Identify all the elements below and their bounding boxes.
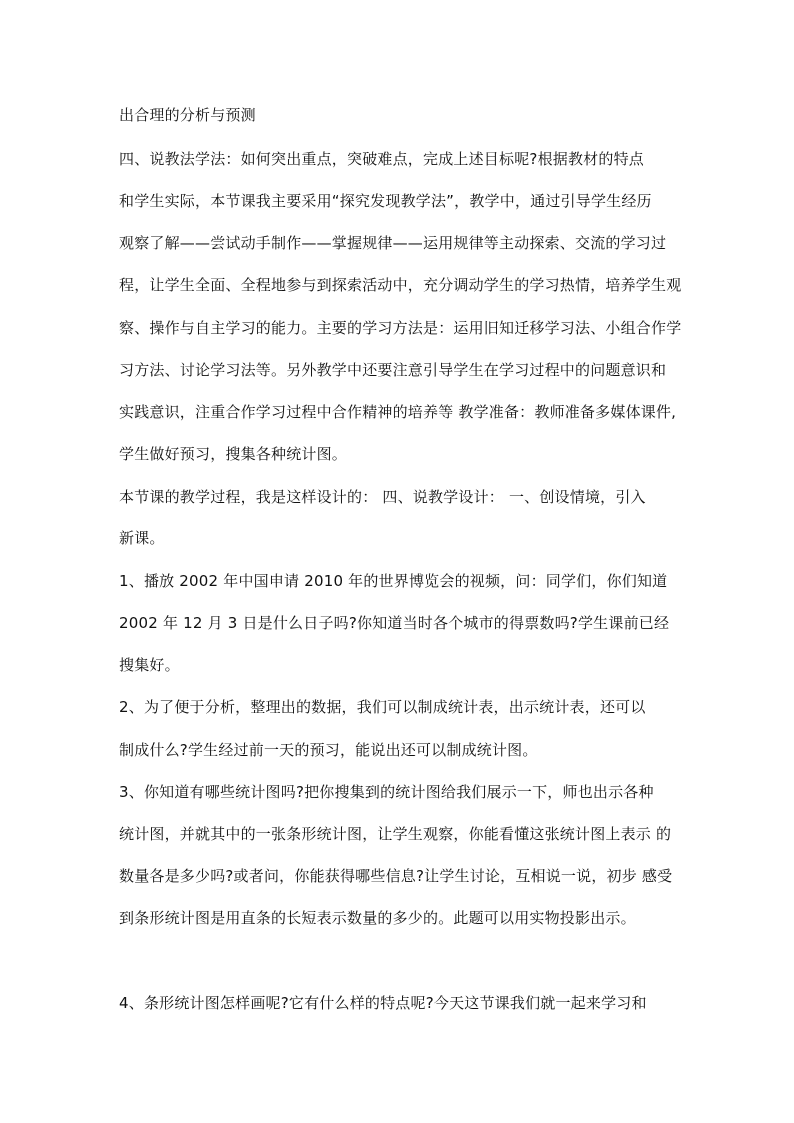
text-line-16: 制成什么?学生经过前一天的预习，能说出还可以制成统计图。 bbox=[119, 741, 538, 759]
text-line-20: 到条形统计图是用直条的长短表示数量的多少的。此题可以用实物投影出示。 bbox=[119, 909, 636, 927]
text-line-9: 学生做好预习，搜集各种统计图。 bbox=[119, 445, 348, 463]
text-line-2: 四、说教法学法：如何突出重点，突破难点，完成上述目标呢?根据教材的特点 bbox=[119, 150, 644, 168]
text-line-17: 3、你知道有哪些统计图吗?把你搜集到的统计图给我们展示一下，师也出示各种 bbox=[119, 783, 654, 801]
text-line-19: 数量各是多少吗?或者问，你能获得哪些信息?让学生讨论，互相说一说，初步 感受 bbox=[119, 867, 673, 885]
text-line-18: 统计图，并就其中的一张条形统计图，让学生观察，你能看懂这张统计图上表示 的 bbox=[119, 825, 672, 843]
text-line-11: 新课。 bbox=[119, 529, 165, 547]
text-line-5: 程，让学生全面、全程地参与到探索活动中，充分调动学生的学习热情，培养学生观 bbox=[119, 276, 682, 294]
text-line-6: 察、操作与自主学习的能力。主要的学习方法是：运用旧知迁移学习法、小组合作学 bbox=[119, 319, 682, 337]
text-line-15: 2、为了便于分析，整理出的数据，我们可以制成统计表，出示统计表，还可以 bbox=[119, 698, 646, 716]
text-line-3: 和学生实际，本节课我主要采用“探究发现教学法”，教学中，通过引导学生经历 bbox=[119, 192, 652, 210]
text-line-7: 习方法、讨论学习法等。另外教学中还要注意引导学生在学习过程中的问题意识和 bbox=[119, 361, 667, 379]
text-line-8: 实践意识，注重合作学习过程中合作精神的培养等 教学准备：教师准备多媒体课件, bbox=[119, 403, 677, 421]
text-line-12: 1、播放 2002 年中国申请 2010 年的世界博览会的视频，问：同学们，你们知道 bbox=[119, 572, 668, 590]
text-line-14: 搜集好。 bbox=[119, 656, 180, 674]
text-line-13: 2002 年 12 月 3 日是什么日子吗?你知道当时各个城市的得票数吗?学生课前已经 bbox=[119, 614, 670, 632]
text-line-4: 观察了解——尝试动手制作——掌握规律——运用规律等主动探索、交流的学习过 bbox=[119, 234, 667, 252]
text-line-1: 出合理的分析与预测 bbox=[119, 106, 256, 124]
text-line-21: 4、条形统计图怎样画呢?它有什么样的特点呢?今天这节课我们就一起来学习和 bbox=[119, 994, 647, 1012]
text-line-10: 本节课的教学过程，我是这样设计的： 四、说教学设计： 一、创设情境，引入 bbox=[119, 488, 646, 506]
